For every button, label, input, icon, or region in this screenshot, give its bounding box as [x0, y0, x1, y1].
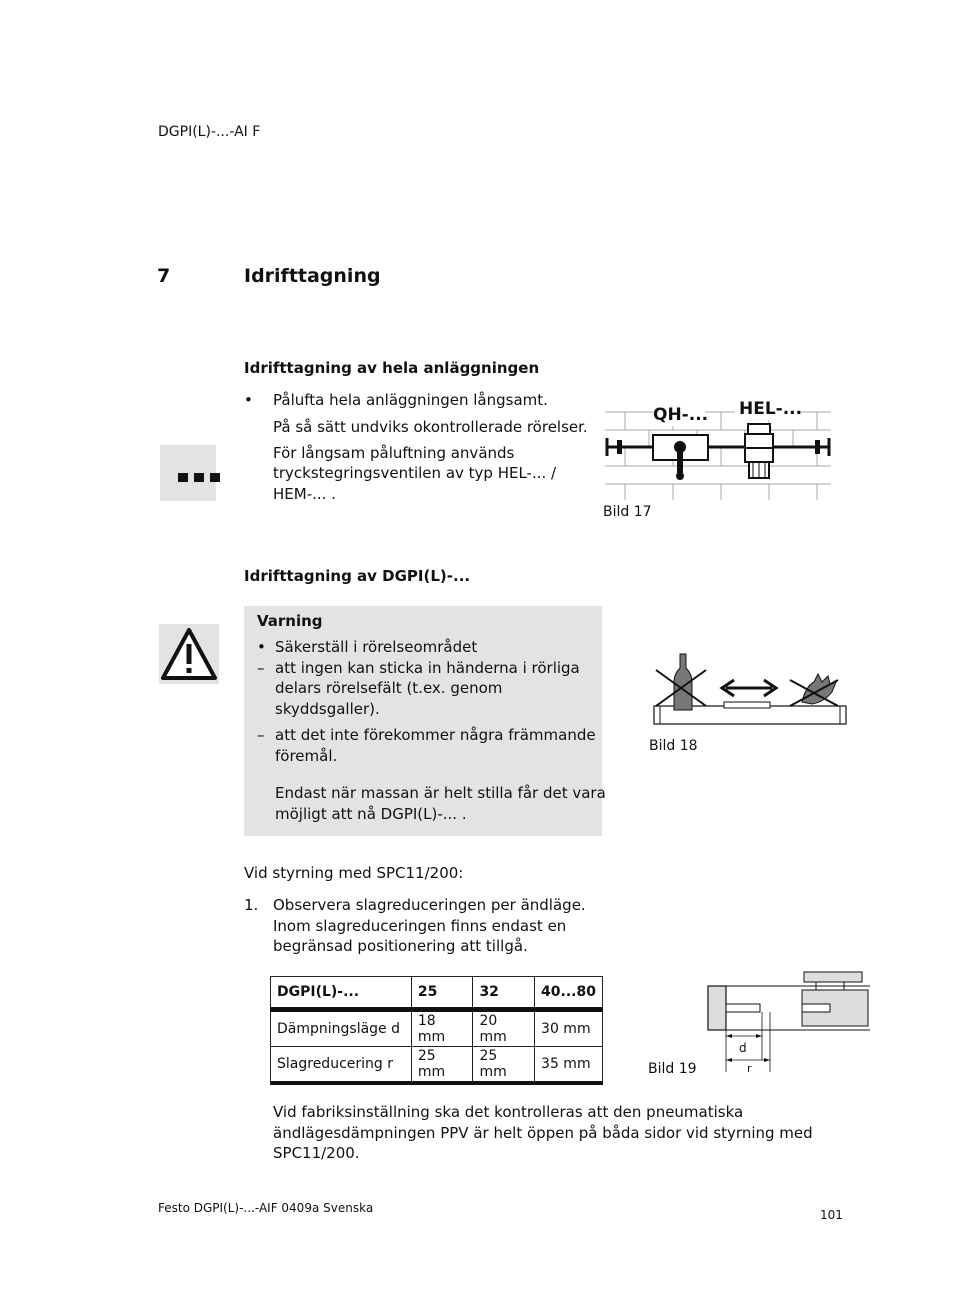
figure-19-label-d: d — [739, 1041, 747, 1055]
figure-18-caption: Bild 18 — [649, 738, 698, 754]
warning-line: att det inte förekommer några främmande — [275, 726, 596, 744]
bullet-mark: • — [257, 638, 266, 656]
factory-note-line: ändlägesdämpningen PPV är helt öppen på båda sidor vid styrning med — [273, 1124, 813, 1142]
table-cell: Slagreducering r — [271, 1047, 412, 1084]
bullet-mark: • — [244, 391, 253, 409]
document-code: DGPI(L)-...-AI F — [158, 124, 261, 140]
section-title: Idrifttagning — [244, 265, 381, 287]
warning-line: Endast när massan är helt stilla får det vara — [275, 784, 606, 802]
instruction-line: tryckstegringsventilen av typ HEL-... / — [273, 464, 557, 482]
subsection-title-dgpi: Idrifttagning av DGPI(L)-... — [244, 567, 471, 585]
table-header-cell: DGPI(L)-... — [271, 977, 412, 1010]
instruction-line: För långsam påluftning används — [273, 444, 515, 462]
stroke-reduction-table — [270, 976, 603, 1085]
step-line: Inom slagreduceringen finns endast en — [273, 917, 567, 935]
instruction-line: Pålufta hela anläggningen långsamt. — [273, 391, 548, 409]
figure-19-caption: Bild 19 — [648, 1061, 697, 1077]
warning-line: Säkerställ i rörelseområdet — [275, 638, 478, 656]
factory-note-line: SPC11/200. — [273, 1144, 360, 1162]
dash-mark: – — [257, 726, 265, 744]
table-header-row — [271, 977, 603, 1010]
table-cell: 18 mm — [411, 1010, 473, 1047]
figure-18-hazard — [652, 650, 848, 726]
section-number: 7 — [157, 265, 171, 287]
warning-triangle-icon — [159, 624, 219, 684]
warning-line: föremål. — [275, 747, 338, 765]
figure-19-label-r: r — [747, 1062, 752, 1075]
warning-line: att ingen kan sticka in händerna i rörliga — [275, 659, 580, 677]
table-cell: 20 mm — [473, 1010, 535, 1047]
figure-19-cylinder — [704, 968, 874, 1078]
figure-17-label-hel: HEL-... — [739, 399, 803, 419]
control-intro: Vid styrning med SPC11/200: — [244, 864, 464, 882]
table-header-cell: 25 — [411, 977, 473, 1010]
warning-line: delars rörelsefält (t.ex. genom — [275, 679, 503, 697]
step-line: Observera slagreduceringen per ändläge. — [273, 896, 586, 914]
table-cell: 25 mm — [411, 1047, 473, 1084]
figure-17-label-qh: QH-... — [653, 405, 709, 425]
footer-document-info: Festo DGPI(L)-...-AIF 0409a Svenska — [158, 1201, 374, 1215]
warning-line: möjligt att nå DGPI(L)-... . — [275, 805, 467, 823]
figure-17-caption: Bild 17 — [603, 504, 652, 520]
table-header-cell: 40...80 — [535, 977, 603, 1010]
table-row — [271, 1047, 603, 1084]
step-line: begränsad positionering att tillgå. — [273, 937, 528, 955]
subsection-title-plant: Idrifttagning av hela anläggningen — [244, 359, 540, 377]
table-cell: Dämpningsläge d — [271, 1010, 412, 1047]
table-cell: 35 mm — [535, 1047, 603, 1084]
instruction-line: På så sätt undviks okontrollerade rörelser. — [273, 418, 588, 436]
instruction-line: HEM-... . — [273, 485, 336, 503]
procedure-dots-icon — [160, 445, 216, 501]
table-row — [271, 1010, 603, 1047]
page-number: 101 — [820, 1208, 843, 1222]
dash-mark: – — [257, 659, 265, 677]
warning-line: skyddsgaller). — [275, 700, 380, 718]
warning-title: Varning — [257, 612, 323, 630]
table-cell: 25 mm — [473, 1047, 535, 1084]
table-cell: 30 mm — [535, 1010, 603, 1047]
step-number: 1. — [244, 896, 259, 914]
table-header-cell: 32 — [473, 977, 535, 1010]
factory-note-line: Vid fabriksinställning ska det kontrolleras att den pneumatiska — [273, 1103, 744, 1121]
